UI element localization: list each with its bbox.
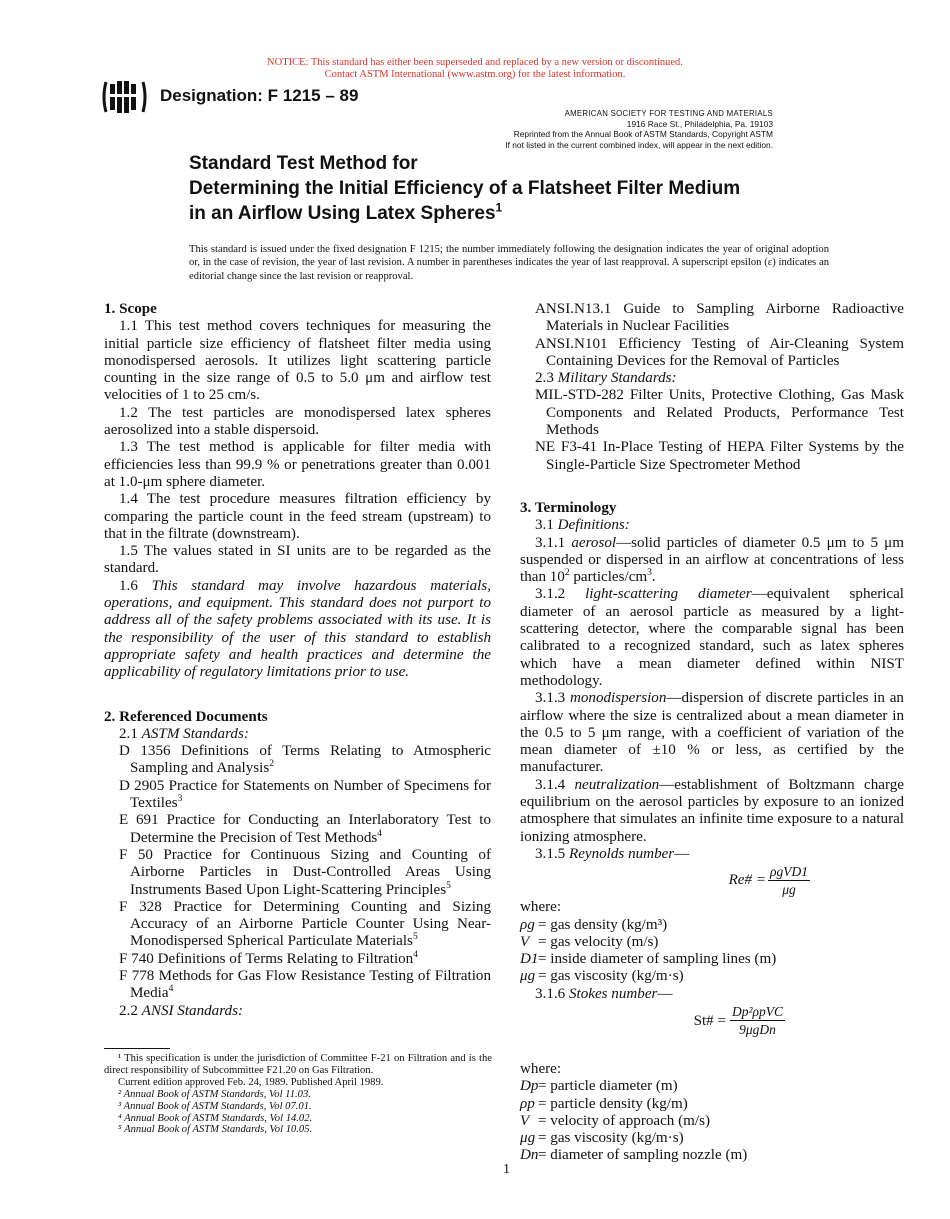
definition-light-scattering-diameter (520, 586, 904, 690)
footnote-ref: 5 (446, 880, 451, 891)
variable-symbol: μg (520, 1130, 536, 1147)
footnote-ref: 4 (413, 949, 418, 960)
def-number: 3.1.3 (535, 690, 566, 707)
def-number: 3.1.2 (535, 586, 566, 603)
equation-lhs: St# = (693, 1012, 726, 1029)
variable-description: = particle density (kg/m) (538, 1095, 688, 1112)
variable-symbol: V (520, 933, 530, 950)
variable-symbol: μg (520, 968, 536, 985)
list-item (104, 899, 491, 951)
para-1-2: 1.2 The test particles are monodispersed latex spheres aerosolized into a stable dispersoid. (104, 404, 491, 439)
military-standards-number: 2.3 (535, 370, 554, 387)
definition-reynolds-number (520, 846, 904, 863)
astm-standards-text: ASTM Standards: (141, 725, 249, 742)
definition-stokes-number (520, 986, 904, 1003)
notice-line-1: NOTICE: This standard has either been superseded and replaced by a new version or discontinued. (267, 57, 683, 68)
def-term: aerosol (571, 534, 617, 551)
def-text-end: particles/cm (569, 569, 648, 586)
list-item: NE F3-41 In-Place Testing of HEPA Filter Systems by the Single-Particle Size Spectrometer Method (535, 439, 904, 473)
def-exponent-2: 3 (647, 568, 652, 579)
def-term: light-scattering diameter (585, 586, 752, 603)
military-standards-label (520, 370, 904, 387)
list-item (520, 1096, 904, 1113)
document-title (189, 151, 889, 226)
list-item: MIL-STD-282 Filter Units, Protective Clothing, Gas Mask Components and Related Products, Performance Test Methods (535, 387, 904, 439)
reference-text: D 1356 Definitions of Terms Relating to Atmospheric Sampling and Analysis (119, 743, 491, 777)
def-number: 3.1.5 (535, 845, 566, 862)
definitions-label (520, 517, 904, 534)
astm-standards-label (104, 726, 491, 743)
para-1-4: 1.4 The test procedure measures filtration efficiency by comparing the particle count in the feed stream (upstream) to that in the filtrate (downstream). (104, 491, 491, 542)
variable-symbol: ρp (520, 1095, 535, 1112)
reynolds-equation (520, 863, 904, 899)
reference-text: E 691 Practice for Conducting an Interlaboratory Test to Determine the Precision of Test Methods (119, 812, 491, 846)
list-item (104, 847, 491, 899)
footnote-4: ⁴ Annual Book of ASTM Standards, Vol 14.02. (118, 1112, 313, 1124)
def-dash: — (657, 985, 673, 1002)
variable-description: = gas viscosity (kg/m·s) (538, 1130, 684, 1147)
title-line-1: Standard Test Method for (189, 153, 418, 174)
society-name: AMERICAN SOCIETY FOR TESTING AND MATERIALS (564, 109, 773, 118)
def-term: Stokes number (568, 985, 658, 1002)
list-item (104, 968, 491, 1003)
def-text: —equivalent spherical diameter of an aerosol particle as measured by a light-scattering detector, where the comparable signal has been calibrated to a recognized standard, such as latex spheres which have a mean diameter defined within NIST methodology. (520, 586, 905, 689)
def-number: 3.1.6 (535, 985, 566, 1002)
list-item (520, 1147, 904, 1164)
left-column (104, 301, 491, 1020)
list-item (520, 951, 904, 968)
astm-standards-number: 2.1 (119, 725, 138, 742)
def-text: —dispersion of discrete particles in an airflow where the size is centralized about a mean diameter in the 0.5 to 5 μm range, with a coefficient of variation of the mean diameter of ±10 % or less, as certified by the manufacturer. (520, 690, 904, 776)
para-1-3: 1.3 The test method is applicable for filter media with efficiencies less than 99.9 % or penetrations greater than 0.001 at 1.0-μm sphere diameter. (104, 439, 491, 490)
equation-lhs: Re# = (728, 872, 766, 889)
list-item: ANSI.N13.1 Guide to Sampling Airborne Radioactive Materials in Nuclear Facilities (535, 301, 904, 335)
footnote-ref: 5 (412, 932, 418, 943)
equation-denominator: μg (782, 882, 796, 898)
equation-fraction (768, 863, 810, 898)
def-dash: — (674, 845, 690, 862)
reprint-note: Reprinted from the Annual Book of ASTM Standards, Copyright ASTM (513, 129, 773, 140)
where-label-1: where: (520, 899, 562, 916)
reynolds-variables (520, 917, 904, 986)
list-item (104, 812, 491, 847)
title-line-3-text: in an Airflow Using Latex Spheres (189, 203, 496, 224)
index-note: If not listed in the current combined index, will appear in the next edition. (505, 139, 773, 150)
def-term: neutralization (574, 776, 660, 793)
list-item (104, 778, 491, 813)
list-item (520, 1113, 904, 1130)
variable-description: = diameter of sampling nozzle (m) (538, 1147, 748, 1164)
military-standards-text: Military Standards: (557, 370, 677, 387)
footnote-1-approval: Current edition approved Feb. 24, 1989. Published April 1989. (118, 1076, 384, 1088)
variable-symbol: Dn (520, 1147, 539, 1164)
society-address: 1916 Race St., Philadelphia, Pa. 19103 (626, 119, 773, 130)
def-exponent: 2 (564, 568, 570, 579)
variable-symbol: D1 (520, 951, 539, 968)
footnote-2: ² Annual Book of ASTM Standards, Vol 11.03. (118, 1088, 311, 1100)
equation-denominator: 9μgDn (739, 1021, 776, 1037)
variable-description: = particle diameter (m) (538, 1078, 678, 1095)
variable-description: = gas density (kg/m³) (538, 916, 668, 933)
footnote-3: ³ Annual Book of ASTM Standards, Vol 07.01. (118, 1100, 312, 1112)
definitions-number: 3.1 (535, 517, 554, 534)
definitions-text: Definitions: (557, 517, 630, 534)
definition-monodispersion (520, 690, 904, 776)
def-number: 3.1.1 (535, 534, 566, 551)
reference-text: F 740 Definitions of Terms Relating to Filtration (119, 950, 414, 967)
ansi-standards-label (104, 1003, 491, 1020)
para-1-5: 1.5 The values stated in SI units are to be regarded as the standard. (104, 543, 491, 577)
astm-logo-icon (101, 76, 148, 118)
variable-description: = gas viscosity (kg/m·s) (538, 968, 684, 985)
stokes-equation (520, 1003, 904, 1047)
reference-text: F 328 Practice for Determining Counting and Sizing Accuracy of an Airborne Particle Counter Using Near-Monodispersed Spherical Particulate Materials (119, 898, 491, 950)
reference-text: D 2905 Practice for Statements on Number of Specimens for Textiles (119, 777, 491, 812)
title-line-3 (189, 201, 889, 226)
def-number: 3.1.4 (535, 776, 566, 793)
list-item: ANSI.N101 Efficiency Testing of Air-Cleaning System Containing Devices for the Removal of Particles (535, 335, 904, 369)
para-1-6-number: 1.6 (119, 577, 138, 594)
variable-description: = velocity of approach (m/s) (538, 1112, 710, 1129)
footnote-ref: 3 (177, 793, 183, 804)
notice-line-2: Contact ASTM International (www.astm.org) for the latest information. (324, 69, 626, 80)
list-item (104, 951, 491, 968)
title-footnote-mark: 1 (495, 200, 503, 215)
def-term: monodispersion (569, 690, 667, 707)
section-3-heading: 3. Terminology (520, 499, 617, 516)
issuance-note: This standard is issued under the fixed designation F 1215; the number immediately following the designation indicates the year of original adoption or, in the case of revision, the year of last revision. A number in parentheses indicates the year of last reapproval. A superscript epsilon (ε) indicates an editorial change since the last revision or reapproval. (189, 244, 829, 282)
footnote-rule (104, 1048, 170, 1049)
astm-reference-list (104, 743, 491, 1002)
footnote-1: ¹ This specification is under the jurisdiction of Committee F-21 on Filtration and is the direct responsibility of Subcommittee F21.20 on Gas Filtration. (104, 1053, 492, 1076)
variable-symbol: Dp (520, 1078, 539, 1095)
list-item (520, 968, 904, 985)
def-term: Reynolds number (568, 845, 675, 862)
list-item (520, 1130, 904, 1147)
para-1-6 (104, 578, 491, 682)
variable-symbol: ρg (520, 916, 535, 933)
list-item (520, 1078, 904, 1095)
page-number: 1 (503, 1162, 510, 1177)
where-label-2: where: (520, 1060, 562, 1077)
footnote-ref: 4 (168, 984, 174, 995)
reference-text: F 50 Practice for Continuous Sizing and Counting of Airborne Particles in Dust-Controlled Areas Using Instruments Based Upon Light-Scattering Principles (119, 846, 491, 898)
ansi-standards-text: ANSI Standards: (141, 1002, 243, 1019)
footnote-ref: 4 (377, 828, 382, 839)
list-item (520, 934, 904, 951)
def-text: —solid particles of diameter 0.5 μm to 5 μm suspended or dispersed in an airflow at concentrations of less than 10 (520, 534, 904, 586)
def-text-tail: . (651, 569, 656, 586)
designation: Designation: F 1215 – 89 (160, 86, 359, 105)
definition-neutralization (520, 777, 904, 846)
footnote-ref: 2 (269, 759, 274, 770)
stokes-variables (520, 1078, 904, 1164)
right-column (520, 301, 904, 1165)
variable-description: = inside diameter of sampling lines (m) (538, 951, 777, 968)
list-item (520, 917, 904, 934)
reference-text: F 778 Methods for Gas Flow Resistance Testing of Filtration Media (119, 967, 491, 1002)
para-1-1: 1.1 This test method covers techniques for measuring the initial particle size efficiency of flatsheet filter media using monodispersed aerosols. It utilizes light scattering particle counting in the size range of 0.5 to 5.0 μm and airflow test velocities of 1 to 25 cm/s. (104, 318, 491, 404)
variable-symbol: V (520, 1112, 530, 1129)
equation-numerator: ρgVD1 (770, 864, 808, 880)
list-item (104, 743, 491, 778)
equation-numerator: Dp²ρpVC (732, 1003, 784, 1019)
para-1-6-text: This standard may involve hazardous materials, operations, and equipment. This standard does not purport to address all of the safety problems associated with its use. It is the responsibility of the user of this standard to establish appropriate safety and health practices and determine the applicability of regulatory limitations prior to use. (104, 577, 491, 681)
section-1-heading: 1. Scope (104, 301, 157, 317)
variable-description: = gas velocity (m/s) (538, 933, 659, 950)
footnote-5: ⁵ Annual Book of ASTM Standards, Vol 10.05. (118, 1124, 313, 1136)
definition-aerosol (520, 535, 904, 587)
def-text: —establishment of Boltzmann charge equilibrium on the aerosol particles by exposure to an ionized atmosphere that simulates an infinite time exposure to a natural ionizing atmosphere. (520, 776, 904, 845)
section-2-heading: 2. Referenced Documents (104, 708, 268, 725)
publisher-block (440, 109, 773, 150)
footnotes (104, 1048, 492, 1136)
ansi-standards-number: 2.2 (119, 1002, 138, 1019)
equation-fraction (730, 1003, 785, 1038)
title-line-2: Determining the Initial Efficiency of a Flatsheet Filter Medium (189, 178, 741, 199)
